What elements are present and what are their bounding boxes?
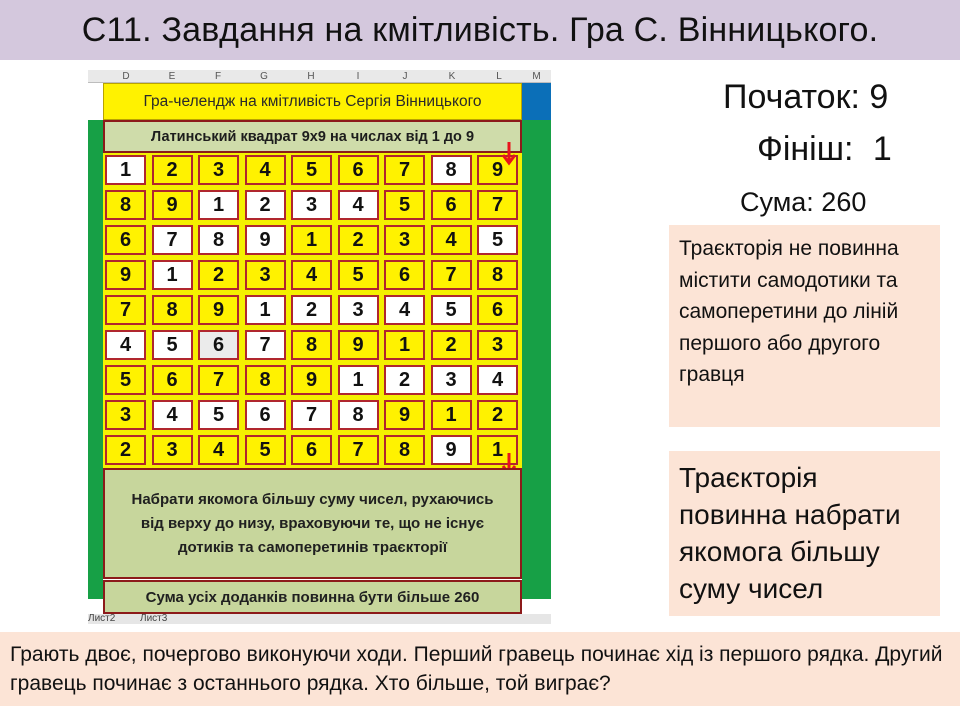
grid-cell: 9 (198, 295, 239, 325)
grid-cell: 4 (291, 260, 332, 290)
grid-cell: 6 (152, 365, 193, 395)
grid-cell: 8 (245, 365, 286, 395)
strip-segment (88, 580, 103, 599)
grid-cell: 1 (431, 400, 472, 430)
column-header: F (214, 71, 222, 82)
grid-cell: 4 (477, 365, 518, 395)
grid-cell: 2 (338, 225, 379, 255)
grid-cell: 2 (152, 155, 193, 185)
grid-cell: 8 (152, 295, 193, 325)
grid-cell: 8 (384, 435, 425, 465)
column-header: H (307, 71, 315, 82)
finish-value: 1 (872, 130, 892, 168)
finish-info (757, 130, 892, 168)
grid-cell: 4 (431, 225, 472, 255)
grid-cell: 5 (477, 225, 518, 255)
grid-cell: 2 (384, 365, 425, 395)
right-green-strip (522, 83, 551, 599)
grid-cell: 9 (477, 155, 518, 185)
grid-cell: 2 (245, 190, 286, 220)
grid-cell: 3 (384, 225, 425, 255)
grid-cell: 3 (477, 330, 518, 360)
grid-cell: 6 (245, 400, 286, 430)
grid-cell: 2 (477, 400, 518, 430)
sheet-tabs (88, 614, 551, 624)
grid-cell: 6 (431, 190, 472, 220)
grid-cell: 3 (431, 365, 472, 395)
grid-cell: 2 (198, 260, 239, 290)
grid-cell: 9 (105, 260, 146, 290)
grid-cell: 5 (245, 435, 286, 465)
grid-cell: 1 (477, 435, 518, 465)
grid-cell: 7 (105, 295, 146, 325)
grid-cell: 6 (338, 155, 379, 185)
grid-cell: 9 (431, 435, 472, 465)
trajectory-rule-note: Траєкторія не повинна містити самодотики та самоперетини до ліній першого або другого гравця (669, 225, 940, 427)
goal-note: Траєкторія повинна набрати якомога більшу суму чисел (669, 451, 940, 616)
finish-label: Фініш: (757, 130, 854, 168)
grid-cell: 4 (198, 435, 239, 465)
column-header: G (260, 71, 268, 82)
grid-cell: 3 (105, 400, 146, 430)
grid-cell: 2 (105, 435, 146, 465)
grid-cell: 6 (477, 295, 518, 325)
grid-cell: 3 (338, 295, 379, 325)
grid-cell: 4 (245, 155, 286, 185)
sum-requirement-box: Сума усіх доданків повинна бути більше 260 (103, 580, 522, 614)
column-header: I (356, 71, 360, 82)
grid-cell: 4 (105, 330, 146, 360)
start-label: Початок: (723, 78, 860, 116)
column-header-row (88, 70, 551, 83)
column-header: L (496, 71, 502, 82)
latin-square-grid (103, 153, 522, 468)
grid-cell: 9 (291, 365, 332, 395)
column-header: K (448, 71, 456, 82)
grid-cell: 9 (245, 225, 286, 255)
column-header: M (532, 71, 541, 82)
challenge-banner: Гра-челендж на кмітливість Сергія Вінницького (103, 83, 522, 120)
sum-value: 260 (821, 187, 867, 217)
grid-cell: 4 (152, 400, 193, 430)
slide-title: С11. Завдання на кмітливість. Гра С. Вінницького. (0, 0, 960, 60)
grid-cell: 6 (291, 435, 332, 465)
sheet-tab[interactable]: Лист2 (88, 614, 116, 624)
grid-cell: 8 (338, 400, 379, 430)
column-header: D (122, 71, 130, 82)
strip-segment (88, 153, 103, 586)
start-info (723, 78, 888, 116)
grid-cell: 3 (198, 155, 239, 185)
grid-cell: 2 (431, 330, 472, 360)
grid-cell: 8 (291, 330, 332, 360)
column-header: J (402, 71, 408, 82)
sum-info (740, 183, 866, 221)
grid-cell: 8 (477, 260, 518, 290)
grid-cell: 7 (198, 365, 239, 395)
game-description: Грають двоє, почергово виконуючи ходи. Перший гравець починає хід із першого рядка. Другий гравець починає з останнього рядка. Хто більше, той виграє? (0, 632, 960, 706)
grid-cell: 6 (198, 330, 239, 360)
left-green-strip (88, 83, 103, 599)
grid-cell: 7 (338, 435, 379, 465)
grid-cell: 6 (384, 260, 425, 290)
grid-cell: 7 (245, 330, 286, 360)
grid-cell: 1 (245, 295, 286, 325)
start-arrow-icon (501, 141, 517, 167)
grid-cell: 7 (431, 260, 472, 290)
grid-cell: 8 (105, 190, 146, 220)
grid-cell: 9 (384, 400, 425, 430)
grid-cell: 3 (245, 260, 286, 290)
grid-cell: 5 (152, 330, 193, 360)
grid-cell: 5 (338, 260, 379, 290)
grid-cell: 9 (152, 190, 193, 220)
grid-cell: 3 (152, 435, 193, 465)
start-value: 9 (869, 78, 889, 116)
grid-cell: 4 (384, 295, 425, 325)
grid-cell: 5 (105, 365, 146, 395)
grid-cell: 1 (105, 155, 146, 185)
grid-cell: 1 (338, 365, 379, 395)
grid-cell: 9 (338, 330, 379, 360)
grid-cell: 5 (431, 295, 472, 325)
grid-cell: 4 (338, 190, 379, 220)
grid-cell: 1 (384, 330, 425, 360)
grid-cell: 5 (198, 400, 239, 430)
grid-cell: 8 (198, 225, 239, 255)
strip-segment (88, 120, 103, 153)
grid-cell: 7 (477, 190, 518, 220)
rules-box: Набрати якомога більшу суму чисел, рухаючись від верху до низу, враховуючи те, що не існує дотиків та самоперетинів траєкторії (103, 468, 522, 579)
grid-cell: 6 (105, 225, 146, 255)
grid-cell: 5 (291, 155, 332, 185)
grid-cell: 7 (152, 225, 193, 255)
column-header: E (168, 71, 176, 82)
spreadsheet-screenshot (88, 70, 551, 624)
latin-square-banner: Латинський квадрат 9х9 на числах від 1 до 9 (103, 120, 522, 153)
grid-cell: 5 (384, 190, 425, 220)
sum-label: Сума: (740, 187, 814, 217)
strip-blue-segment (522, 83, 551, 120)
grid-cell: 2 (291, 295, 332, 325)
grid-cell: 1 (198, 190, 239, 220)
grid-cell: 8 (431, 155, 472, 185)
grid-cell: 1 (291, 225, 332, 255)
grid-cell: 3 (291, 190, 332, 220)
grid-cell: 7 (384, 155, 425, 185)
grid-cell: 7 (291, 400, 332, 430)
sheet-tab[interactable]: Лист3 (140, 614, 168, 624)
grid-cell: 1 (152, 260, 193, 290)
